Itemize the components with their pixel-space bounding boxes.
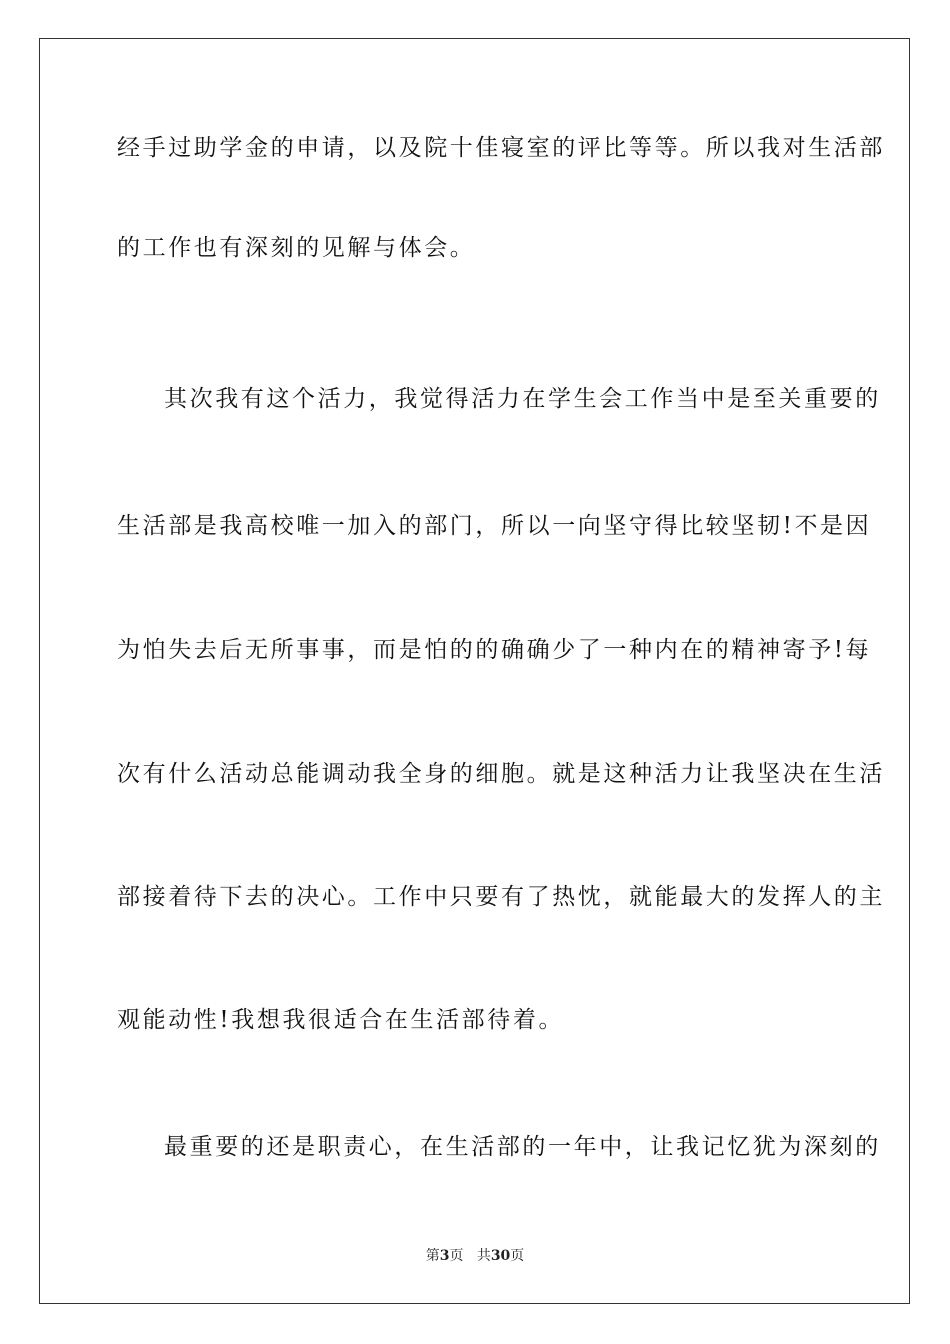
paragraph-line-3: 其次我有这个活力，我觉得活力在学生会工作当中是至关重要的	[164, 386, 881, 412]
paragraph-line-4: 生活部是我高校唯一加入的部门，所以一向坚守得比较坚韧!不是因	[117, 513, 872, 539]
paragraph-line-8: 观能动性!我想我很适合在生活部待着。	[117, 1007, 565, 1033]
paragraph-line-9: 最重要的还是职责心，在生活部的一年中，让我记忆犹为深刻的	[164, 1134, 881, 1160]
paragraph-line-6: 次有什么活动总能调动我全身的细胞。就是这种活力让我坚决在生活	[117, 761, 885, 787]
page-footer	[0, 1247, 950, 1265]
footer-total-suffix: 页	[510, 1248, 525, 1264]
footer-page-number: 3	[439, 1248, 450, 1264]
paragraph-line-2: 的工作也有深刻的见解与体会。	[117, 235, 476, 261]
footer-total-pages: 30	[490, 1248, 511, 1264]
page-border	[39, 38, 910, 1304]
footer-total-prefix: 共	[476, 1248, 491, 1264]
paragraph-line-7: 部接着待下去的决心。工作中只要有了热忱，就能最大的发挥人的主	[117, 884, 885, 910]
footer-page-suffix: 页	[449, 1248, 464, 1264]
paragraph-line-1: 经手过助学金的申请，以及院十佳寝室的评比等等。所以我对生活部	[117, 135, 885, 161]
footer-page-prefix: 第	[425, 1248, 440, 1264]
paragraph-line-5: 为怕失去后无所事事，而是怕的的确确少了一种内在的精神寄予!每	[117, 637, 872, 663]
